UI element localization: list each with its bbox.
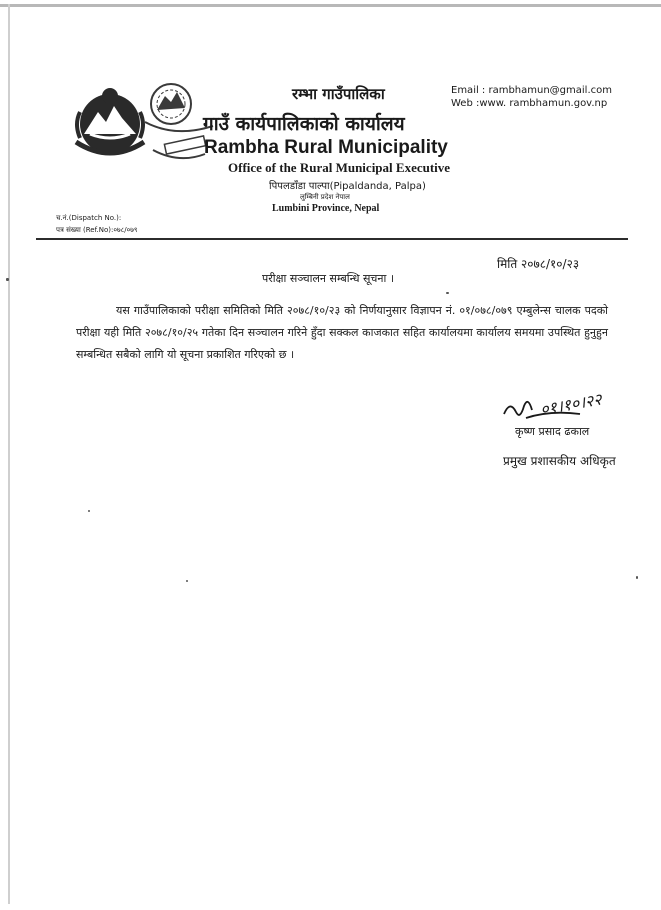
office-name-en: Office of the Rural Municipal Executive [228,160,451,175]
reference-number: पत्र संख्या (Ref.No):०७८/०७९ [56,226,138,234]
province-en: Lumbini Province, Nepal [272,203,380,214]
scan-edge-top [0,4,661,7]
header-divider [36,238,628,240]
municipality-name-en: Rambha Rural Municipality [204,137,448,158]
scan-edge-left [8,4,10,904]
reference-block [56,212,138,236]
contact-email: Email : rambhamun@gmail.com [451,85,612,96]
scan-speck [88,510,90,512]
scan-speck [446,292,449,294]
handwritten-signature [500,380,620,430]
signatory-name: कृष्ण प्रसाद ढकाल [515,425,590,438]
province-np: लुम्बिनी प्रदेश नेपाल [300,193,350,201]
office-address: पिपलडाँडा पाल्पा(Pipaldanda, Palpa) [269,181,426,192]
office-name-np: गाउँ कार्यपालिकाको कार्यालय [203,113,405,135]
notice-body: यस गाउँपालिकाको परीक्षा समितिको मिति २०७८/१०/२३ को निर्णयानुसार विज्ञापन नं. ०१/०७८/०७९ एम्बुलेन्स चालक पदको परीक्षा यही मिति २०७८/१०/२५ गतेका दिन सञ्चालन गरिने हुँदा सक्कल काजकात सहित कार्यालयमा कार्यालय समयमा उपस्थित हुनुहुन सम्बन्धित सबैको लागि यो सूचना प्रकाशित गरिएको छ । [76,304,608,361]
scan-speck [186,580,188,582]
dispatch-number: च.नं.(Dispatch No.): [56,214,122,222]
signatory-title: प्रमुख प्रशासकीय अधिकृत [503,454,616,468]
municipality-name-np: रम्भा गाउँपालिका [292,85,385,103]
signature-text: ०१।१०।२२ [538,389,604,420]
notice-subject: परीक्षा सञ्चालन सम्बन्धि सूचना । [262,272,395,285]
scan-speck [6,278,9,281]
contact-web: Web :www. rambhamun.gov.np [451,98,608,109]
scan-speck [636,576,638,579]
notice-date: मिति २०७८/१०/२३ [497,257,580,271]
contact-block [451,84,612,110]
